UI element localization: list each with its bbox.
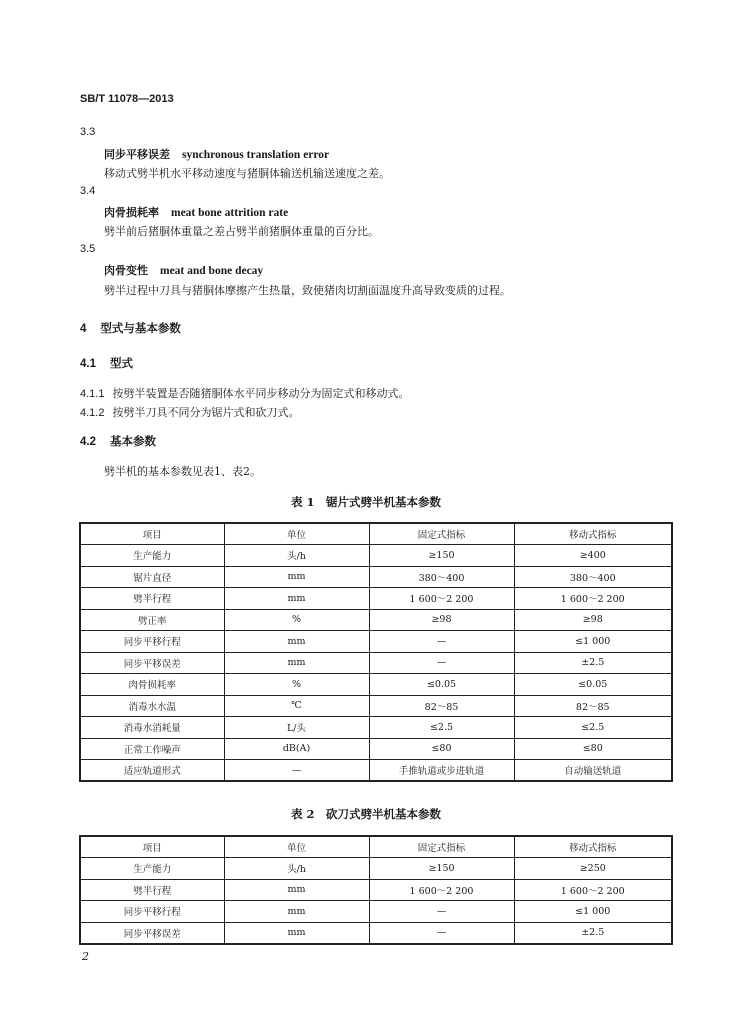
table-cell: ≤2.5 xyxy=(369,717,514,739)
table-cell: 同步平移行程 xyxy=(80,631,224,653)
table-header-cell: 固定式指标 xyxy=(369,836,514,858)
table-cell: dB(A) xyxy=(224,738,369,760)
table-cell: 380～400 xyxy=(369,566,514,588)
table-cell: ≤1 000 xyxy=(514,901,672,923)
table-row xyxy=(80,588,672,610)
table-cell: 劈半行程 xyxy=(80,879,224,901)
table-row xyxy=(80,858,672,880)
table-cell: — xyxy=(224,760,369,782)
term-cn: 肉骨损耗率 xyxy=(104,206,159,219)
table-header-cell: 项目 xyxy=(80,836,224,858)
table-cell: ≥98 xyxy=(369,609,514,631)
table-cell: % xyxy=(224,674,369,696)
table-cell: ≤0.05 xyxy=(514,674,672,696)
table-cell: 头/h xyxy=(224,858,369,880)
table-cell: 正常工作噪声 xyxy=(80,738,224,760)
subsection-heading xyxy=(80,355,133,371)
table-cell: ℃ xyxy=(224,695,369,717)
table-row xyxy=(80,901,672,923)
table-header-cell: 移动式指标 xyxy=(514,523,672,545)
standard-code: SB/T 11078—2013 xyxy=(80,93,174,105)
page-number: 2 xyxy=(82,950,89,963)
subsection-heading xyxy=(80,433,156,449)
table-row xyxy=(80,717,672,739)
table-row xyxy=(80,566,672,588)
table-cell: ≥250 xyxy=(514,858,672,880)
table-cell: 82～85 xyxy=(514,695,672,717)
subsection-number: 4.1 xyxy=(80,358,96,370)
table-header-cell: 单位 xyxy=(224,523,369,545)
table-row xyxy=(80,609,672,631)
table-cell: 380～400 xyxy=(514,566,672,588)
term-definition: 移动式劈半机水平移动速度与猪胴体输送机输送速度之差。 xyxy=(104,167,390,180)
term-en: meat bone attrition rate xyxy=(171,207,289,219)
table-cell: 生产能力 xyxy=(80,545,224,567)
table-cell: 1 600～2 200 xyxy=(514,879,672,901)
term-number: 3.3 xyxy=(80,126,96,138)
table-cell: 同步平移误差 xyxy=(80,652,224,674)
table-cell: 自动输送轨道 xyxy=(514,760,672,782)
table-cell: 肉骨损耗率 xyxy=(80,674,224,696)
table-cell: 生产能力 xyxy=(80,858,224,880)
table-cell: 劈半行程 xyxy=(80,588,224,610)
term-number: 3.4 xyxy=(80,185,96,197)
table-1-caption: 表 1 锯片式劈半机基本参数 xyxy=(290,495,441,509)
table-cell: mm xyxy=(224,901,369,923)
term-cn: 肉骨变性 xyxy=(104,264,148,277)
table-cell: ±2.5 xyxy=(514,652,672,674)
subsection-title: 基本参数 xyxy=(110,434,156,448)
table-cell: mm xyxy=(224,588,369,610)
term-heading xyxy=(104,204,288,220)
table-cell: 劈正率 xyxy=(80,609,224,631)
clause-4-1-2 xyxy=(80,404,299,420)
table-row xyxy=(80,674,672,696)
table-cell: 同步平移行程 xyxy=(80,901,224,923)
table-1 xyxy=(79,522,673,782)
clause-text: 按劈半装置是否随猪胴体水平同步移动分为固定式和移动式。 xyxy=(112,387,410,400)
table-cell: ≥98 xyxy=(514,609,672,631)
term-heading xyxy=(104,146,329,162)
table-cell: 锯片直径 xyxy=(80,566,224,588)
table-cell: ≥150 xyxy=(369,858,514,880)
table-row xyxy=(80,738,672,760)
table-cell: ≤80 xyxy=(514,738,672,760)
table-cell: mm xyxy=(224,652,369,674)
term-cn: 同步平移误差 xyxy=(104,148,170,161)
table-cell: 消毒水水温 xyxy=(80,695,224,717)
table-row xyxy=(80,879,672,901)
table-2 xyxy=(79,835,673,945)
table-header-cell: 移动式指标 xyxy=(514,836,672,858)
table-cell: ±2.5 xyxy=(514,922,672,944)
term-en: meat and bone decay xyxy=(160,265,264,277)
term-en: synchronous translation error xyxy=(182,149,330,161)
table-header-cell: 固定式指标 xyxy=(369,523,514,545)
paragraph: 劈半机的基本参数见表1、表2。 xyxy=(104,465,261,478)
table-cell: 适应轨道形式 xyxy=(80,760,224,782)
table-cell: — xyxy=(369,901,514,923)
table-cell: 1 600～2 200 xyxy=(514,588,672,610)
table-cell: — xyxy=(369,652,514,674)
table-row xyxy=(80,760,672,782)
clause-number: 4.1.1 xyxy=(80,388,105,400)
table-cell: mm xyxy=(224,631,369,653)
table-header-cell: 项目 xyxy=(80,523,224,545)
table-cell: ≤1 000 xyxy=(514,631,672,653)
term-definition: 劈半前后猪胴体重量之差占劈半前猪胴体重量的百分比。 xyxy=(104,225,379,238)
clause-number: 4.1.2 xyxy=(80,407,105,419)
table-2-caption: 表 2 砍刀式劈半机基本参数 xyxy=(290,807,441,821)
table-cell: ≤2.5 xyxy=(514,717,672,739)
table-row xyxy=(80,922,672,944)
clause-4-1-1 xyxy=(80,385,409,401)
table-cell: L/头 xyxy=(224,717,369,739)
table-cell: mm xyxy=(224,566,369,588)
table-cell: ≤0.05 xyxy=(369,674,514,696)
table-cell: ≤80 xyxy=(369,738,514,760)
section-title: 型式与基本参数 xyxy=(100,321,181,335)
table-cell: mm xyxy=(224,879,369,901)
subsection-number: 4.2 xyxy=(80,436,96,448)
table-cell: ≥400 xyxy=(514,545,672,567)
term-number: 3.5 xyxy=(80,243,96,255)
table-cell: 1 600～2 200 xyxy=(369,588,514,610)
table-cell: % xyxy=(224,609,369,631)
section-heading xyxy=(80,320,181,336)
table-cell: 1 600～2 200 xyxy=(369,879,514,901)
table-cell: 82～85 xyxy=(369,695,514,717)
table-cell: — xyxy=(369,922,514,944)
table-cell: — xyxy=(369,631,514,653)
table-row xyxy=(80,652,672,674)
table-cell: 头/h xyxy=(224,545,369,567)
table-row xyxy=(80,695,672,717)
table-cell: ≥150 xyxy=(369,545,514,567)
subsection-title: 型式 xyxy=(110,356,133,370)
table-cell: mm xyxy=(224,922,369,944)
clause-text: 按劈半刀具不同分为锯片式和砍刀式。 xyxy=(112,406,300,419)
term-definition: 劈半过程中刀具与猪胴体摩擦产生热量，致使猪肉切割面温度升高导致变质的过程。 xyxy=(104,284,511,297)
table-cell: 手推轨道或步进轨道 xyxy=(369,760,514,782)
table-row xyxy=(80,545,672,567)
table-header-cell: 单位 xyxy=(224,836,369,858)
table-cell: 同步平移误差 xyxy=(80,922,224,944)
section-number: 4 xyxy=(80,323,87,335)
table-cell: 消毒水消耗量 xyxy=(80,717,224,739)
table-row xyxy=(80,631,672,653)
term-heading xyxy=(104,262,263,278)
